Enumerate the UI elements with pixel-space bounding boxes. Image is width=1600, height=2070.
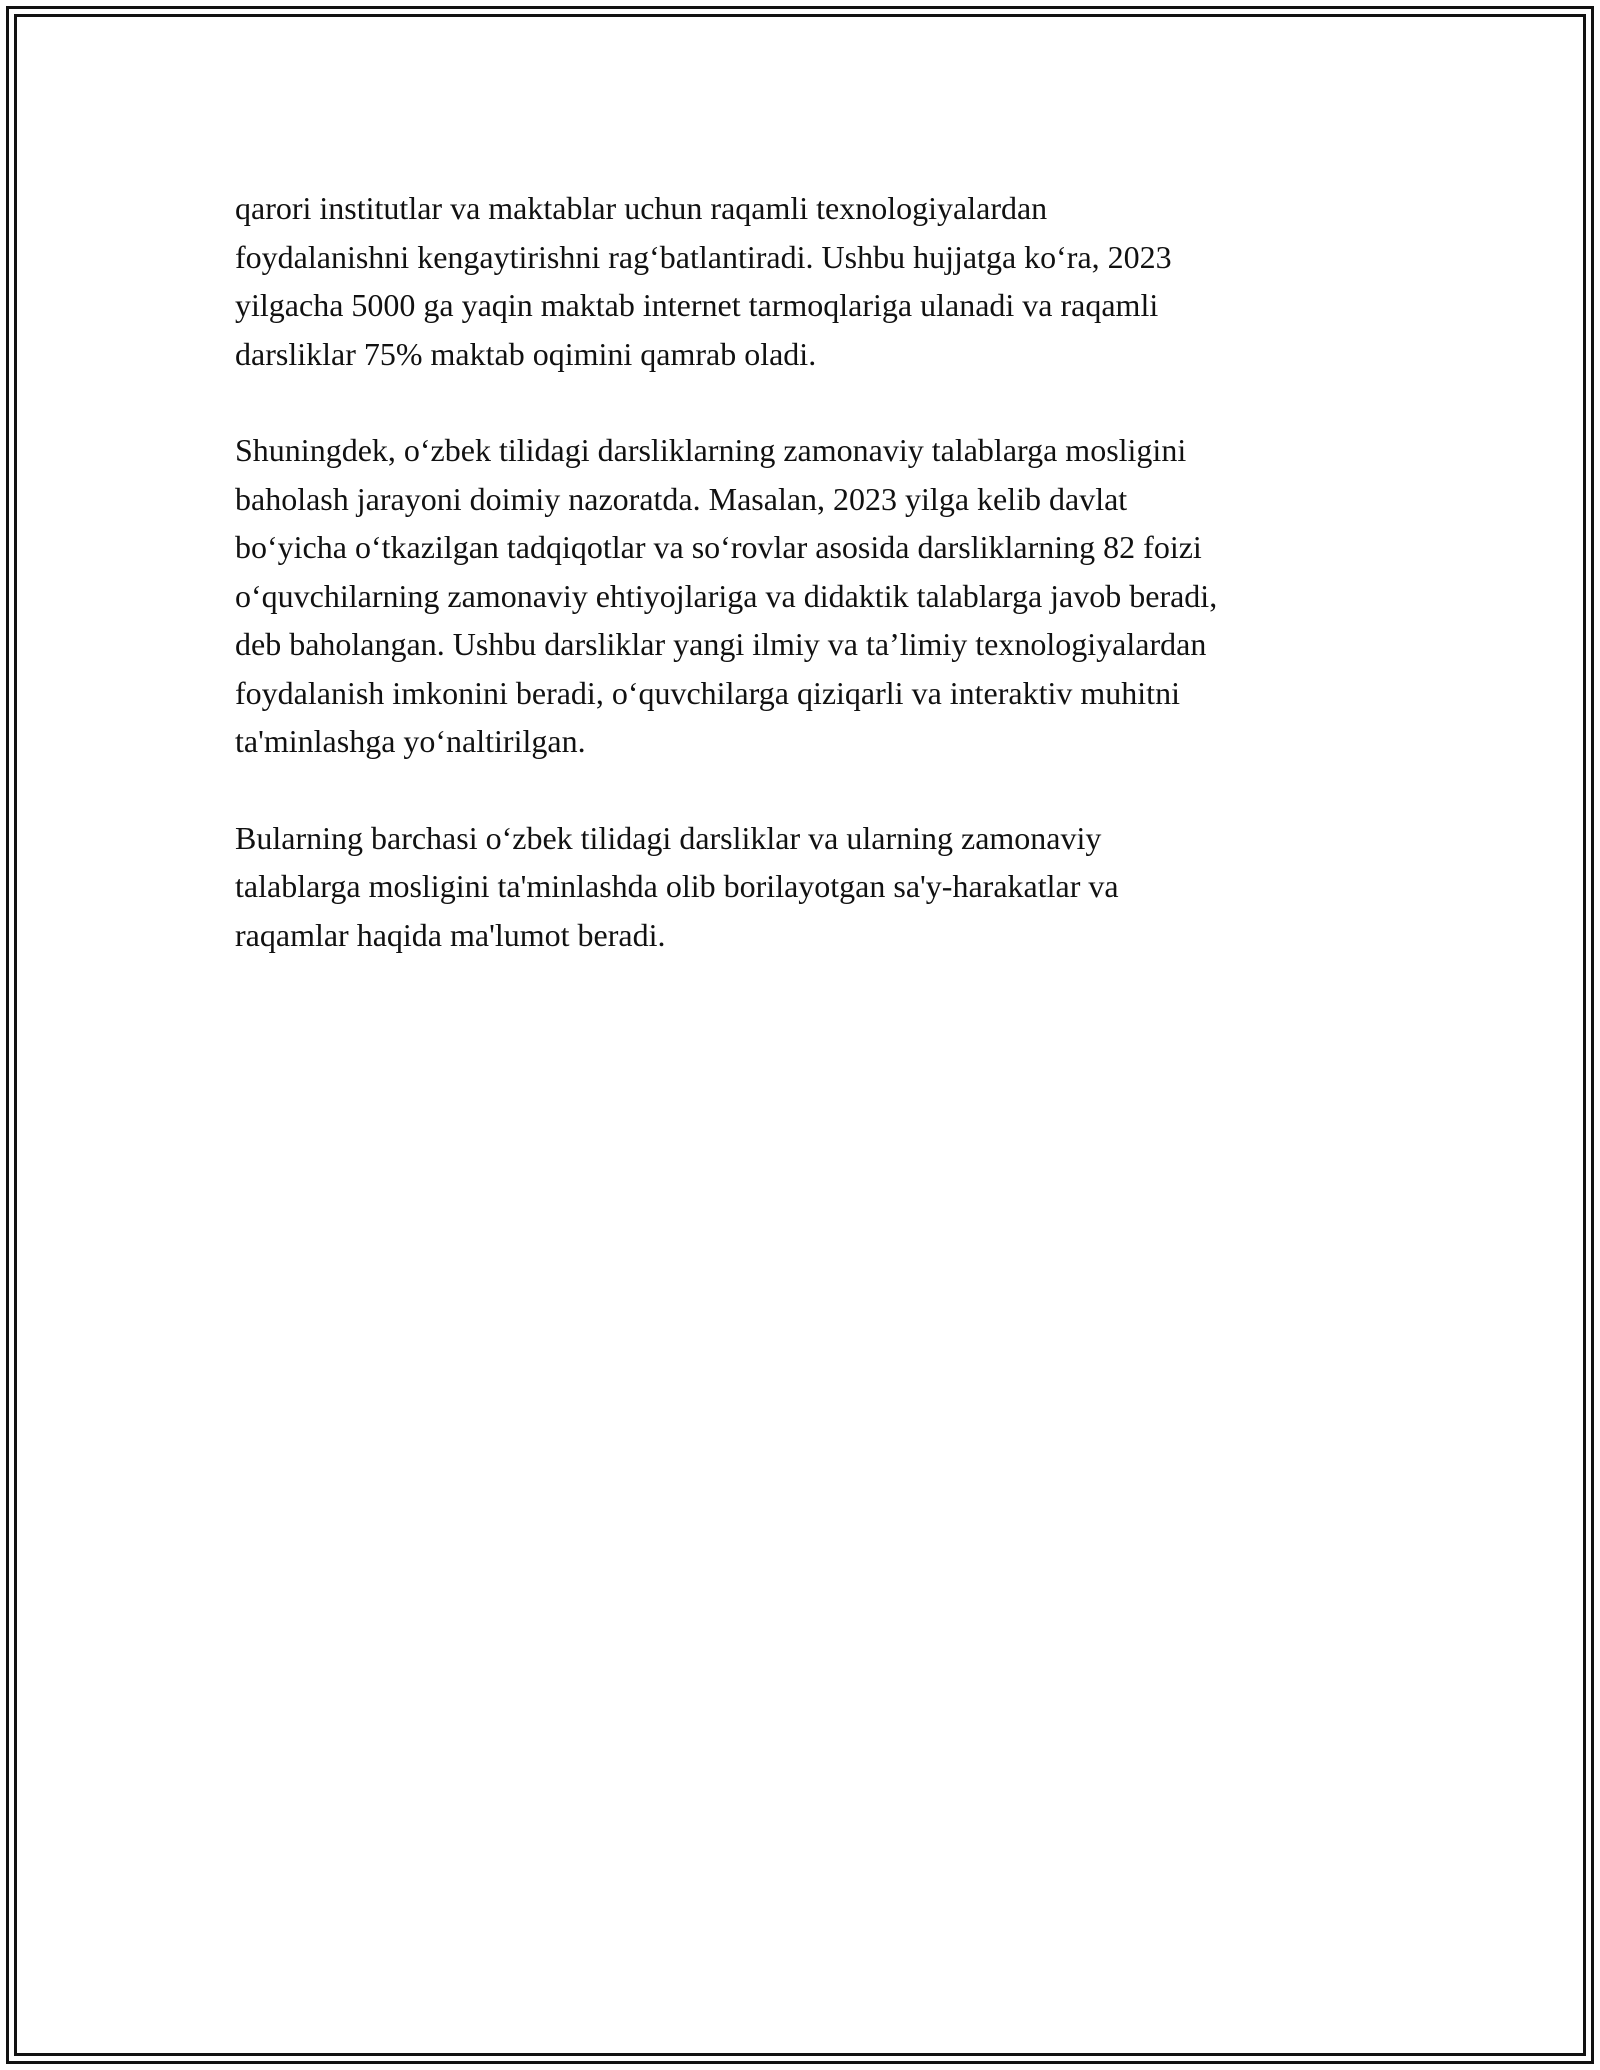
- document-body: [235, 184, 1365, 1007]
- paragraph-conclusion: Bularning barchasi o‘zbek tilidagi darsliklar va ularning zamonaviy talablarga mosligini ta'minlashda olib borilayotgan sa'y-harakatlar va raqamlar haqida ma'lumot beradi.: [235, 819, 1119, 953]
- paragraph-digital-technologies: qarori institutlar va maktablar uchun raqamli texnologiyalardan foydalanishni kengaytirishni rag‘batlantiradi. Ushbu hujjatga ko‘ra, 2023 yilgacha 5000 ga yaqin maktab internet tarmoqlariga ulanadi va raqamli darsliklar 75% maktab oqimini qamrab oladi.: [235, 190, 1172, 372]
- paragraph-textbook-assessment: Shuningdek, o‘zbek tilidagi darsliklarning zamonaviy talablarga mosligini baholash jarayoni doimiy nazoratda. Masalan, 2023 yilga kelib davlat bo‘yicha o‘tkazilgan tadqiqotlar va so‘rovlar asosida darsliklarning 82 foizi o‘quvchilarning zamonaviy ehtiyojlariga va didaktik talablarga javob beradi, deb baholangan. Ushbu darsliklar yangi ilmiy va ta’limiy texnologiyalardan foydalanish imkonini beradi, o‘quvchilarga qiziqarli va interaktiv muhitni ta'minlashga yo‘naltirilgan.: [235, 432, 1218, 759]
